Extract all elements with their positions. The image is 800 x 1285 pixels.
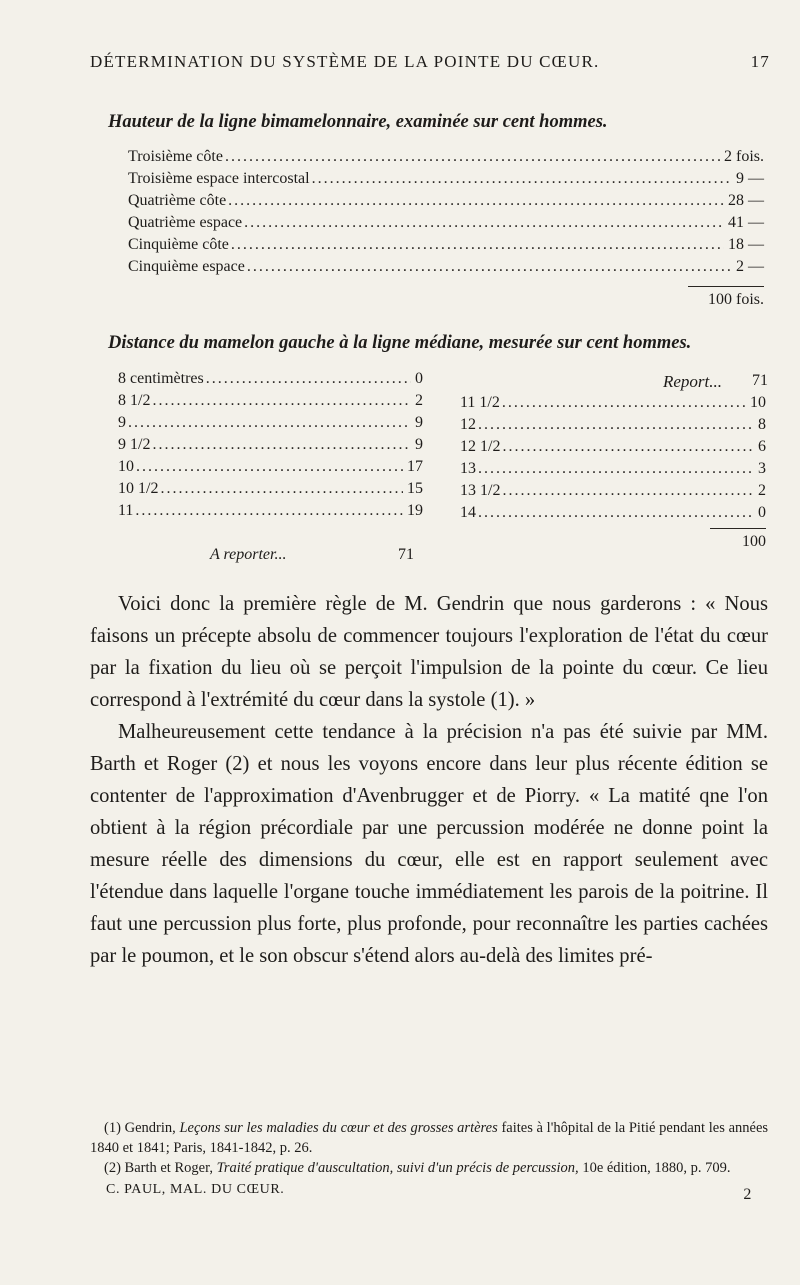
footnotes	[90, 1118, 768, 1178]
body-text	[90, 588, 768, 972]
row-label: 11	[118, 502, 134, 519]
leader-dots	[312, 170, 732, 188]
footnote-author: (2) Barth et Roger,	[104, 1160, 213, 1176]
row-value: 15	[407, 480, 423, 497]
row-value: 0	[415, 370, 423, 387]
list-item	[118, 458, 423, 480]
list-item	[118, 392, 423, 414]
row-value: 19	[407, 502, 423, 519]
leader-dots	[231, 236, 724, 254]
row-value: 9	[415, 436, 423, 453]
footnote-details: 10e édition, 1880, p. 709.	[582, 1160, 731, 1176]
leader-dots	[244, 214, 724, 232]
section1-heading: Hauteur de la ligne bimamelonnaire, examinée sur cent hommes.	[108, 112, 608, 132]
list-item	[128, 170, 764, 192]
row-value: 9 —	[736, 170, 764, 187]
row-label: Troisième côte	[128, 148, 223, 165]
footnote-2	[90, 1158, 768, 1178]
row-value: 2 fois.	[724, 148, 764, 165]
report-label: Report...	[663, 372, 723, 391]
row-value: 3	[758, 460, 766, 477]
list-item	[128, 192, 764, 214]
row-value: 2	[758, 482, 766, 499]
leader-dots	[152, 436, 411, 454]
list-item	[460, 460, 766, 482]
row-value: 0	[758, 504, 766, 521]
leader-dots	[160, 480, 403, 498]
signature-number: 2	[743, 1186, 752, 1203]
row-label: 12	[460, 416, 476, 433]
row-label: 13	[460, 460, 476, 477]
row-label: 8 1/2	[118, 392, 151, 409]
row-label: 9	[118, 414, 126, 431]
row-label: Quatrième espace	[128, 214, 243, 231]
leader-dots	[136, 458, 403, 476]
list-item	[460, 394, 766, 416]
row-label: Cinquième côte	[128, 236, 229, 253]
list-item	[118, 414, 423, 436]
row-label: Cinquième espace	[128, 258, 245, 275]
paragraph: Voici donc la première règle de M. Gendrin que nous garderons : « Nous faisons un précepte absolu de commencer toujours l'exploration de l'état du cœur par la fixation du lieu où se perçoit l'impulsion de la pointe du cœur. Ce lieu correspond à l'extrémité du cœur dans la systole (1). »	[90, 593, 768, 711]
list-item	[460, 482, 766, 504]
signature-text: C. PAUL, MAL. DU CŒUR.	[106, 1182, 285, 1197]
row-value: 6	[758, 438, 766, 455]
report-value: 71	[752, 372, 768, 389]
leader-dots	[247, 258, 732, 276]
section2-right-list	[460, 394, 766, 526]
row-label: 13 1/2	[460, 482, 501, 499]
page-number: 17	[750, 52, 770, 71]
printer-signature	[106, 1182, 766, 1203]
leader-dots	[128, 414, 411, 432]
row-label: Quatrième côte	[128, 192, 227, 209]
leader-dots	[478, 504, 754, 522]
row-value: 28 —	[728, 192, 764, 209]
list-item	[128, 214, 764, 236]
row-label: 10 1/2	[118, 480, 159, 497]
footnote-details: faites à l'hôpital de la Pitié pendant les années 1840 et 1841; Paris, 1841-1842, p. 26.	[90, 1120, 769, 1156]
row-label: 8 centimètres	[118, 370, 204, 387]
footnote-title: Leçons sur les maladies du cœur et des grosses artères	[179, 1120, 498, 1136]
running-head-title: DÉTERMINATION DU SYSTÈME DE LA POINTE DU CŒUR.	[90, 52, 600, 71]
row-label: Troisième espace intercostal	[128, 170, 310, 187]
list-item	[118, 502, 423, 524]
row-value: 41 —	[728, 214, 764, 231]
section2-left-list	[118, 370, 423, 524]
list-item	[460, 504, 766, 526]
row-value: 9	[415, 414, 423, 431]
row-value: 18 —	[728, 236, 764, 253]
leader-dots	[478, 416, 754, 434]
leader-dots	[502, 394, 746, 412]
footnote-author: (1) Gendrin,	[104, 1120, 176, 1136]
leader-dots	[502, 482, 754, 500]
leader-dots	[478, 460, 754, 478]
leader-dots	[135, 502, 403, 520]
list-item	[118, 436, 423, 458]
footnote-1	[90, 1118, 768, 1158]
paragraph: Malheureusement cette tendance à la précision n'a pas été suivie par MM. Barth et Roger (2) et nous les voyons encore dans leur plus récente édition se contenter de l'approximation d'Avenbrugger et de Piorry. « La matité qne l'on obtient à la région précordiale par une percussion modérée ne donne point la mesure réelle des dimensions du cœur, elle est en rapport seulement avec l'étendue dans laquelle l'organe touche immédiatement les parois de la poitrine. Il faut une percussion plus forte, plus profonde, pour reconnaître les parties cachées par le poumon, et le son obscur s'étend alors au-delà des limites pré-	[90, 721, 768, 967]
leader-dots	[152, 392, 411, 410]
list-item	[118, 480, 423, 502]
row-value: 2	[415, 392, 423, 409]
row-label: 12 1/2	[460, 438, 501, 455]
section1-total: 100 fois.	[688, 286, 764, 309]
leader-dots	[502, 438, 754, 456]
row-value: 8	[758, 416, 766, 433]
list-item	[460, 416, 766, 438]
row-label: 11 1/2	[460, 394, 500, 411]
carry-forward-label: A reporter...	[210, 546, 287, 563]
row-label: 10	[118, 458, 134, 475]
section1-list	[128, 148, 764, 280]
row-label: 14	[460, 504, 476, 521]
row-value: 10	[750, 394, 766, 411]
leader-dots	[225, 148, 720, 166]
section2-heading: Distance du mamelon gauche à la ligne médiane, mesurée sur cent hommes.	[108, 333, 692, 353]
row-value: 2 —	[736, 258, 764, 275]
footnote-title: Traité pratique d'auscultation, suivi d'un précis de percussion,	[216, 1160, 579, 1176]
list-item	[128, 258, 764, 280]
list-item	[460, 438, 766, 460]
leader-dots	[206, 370, 411, 388]
row-value: 17	[407, 458, 423, 475]
list-item	[118, 370, 423, 392]
section2-total: 100	[710, 528, 766, 551]
carry-forward-value: 71	[398, 546, 414, 563]
row-label: 9 1/2	[118, 436, 151, 453]
list-item	[128, 148, 764, 170]
list-item	[128, 236, 764, 258]
leader-dots	[228, 192, 724, 210]
